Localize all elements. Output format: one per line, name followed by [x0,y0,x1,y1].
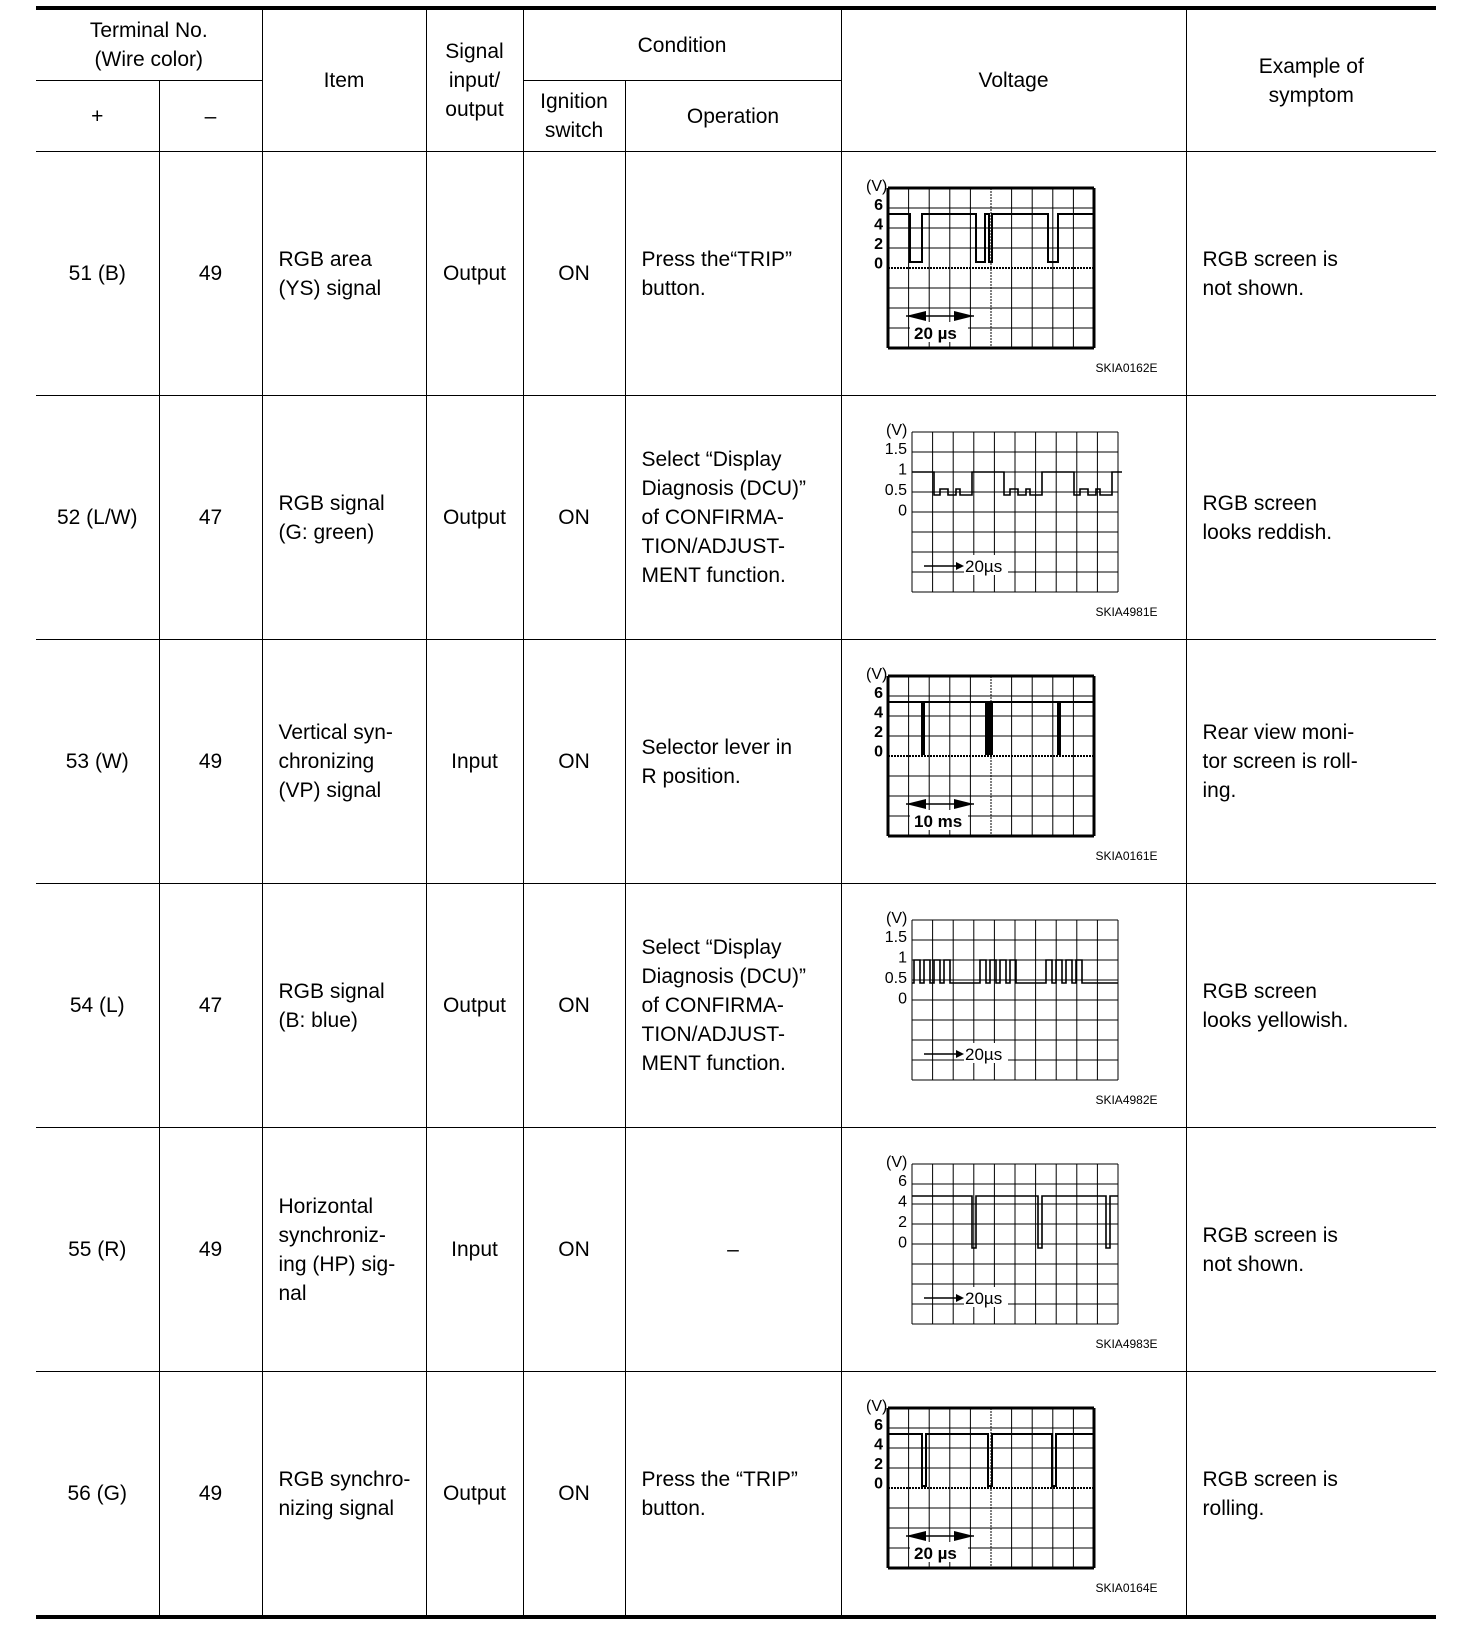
item-cell [262,640,426,884]
y-tick-label: 6 [873,685,883,702]
terminal-plus-cell: 55 (R) [36,1128,159,1372]
text-line: rolling. [1202,1496,1265,1520]
time-scale-label: 20 µs [913,1544,957,1563]
figure-id: SKIA4981E [1095,605,1158,619]
terminal-plus-cell: 53 (W) [36,640,159,884]
operation-cell [625,1128,841,1372]
terminal-minus-cell: 47 [159,396,262,640]
text-line: nal [278,1281,307,1305]
symptom-header: Example of symptom [1186,8,1436,152]
y-tick-label: 0 [873,255,883,273]
y-tick-label: 0 [897,502,907,520]
item-header: Item [262,8,426,152]
text-line: Rear view moni- [1202,721,1355,744]
terminal-plus-cell: 56 (G) [36,1372,159,1618]
text-line: R position. [641,764,741,788]
symptom-cell [1186,1128,1436,1372]
axis-unit-label: (V) [865,178,887,195]
text-line: chronizing [278,750,375,773]
text-line: RGB screen [1202,979,1317,1003]
symptom-cell [1186,396,1436,640]
axis-unit-label: (V) [885,1154,907,1171]
text-line: RGB screen is [1202,247,1338,271]
voltage-cell [841,884,1186,1128]
minus-header: – [159,81,262,152]
axis-unit-label: (V) [885,422,907,439]
ignition-cell: ON [523,1372,625,1618]
table-row [36,1372,1436,1618]
y-tick-label: 4 [873,1436,883,1454]
text-line: RGB screen is [1202,1467,1338,1491]
text-line: not shown. [1202,1252,1305,1276]
oscilloscope-waveform [852,172,1172,362]
voltage-cell [841,152,1186,396]
text-line: MENT function. [641,1052,786,1075]
scope-grid [912,920,1118,1080]
axis-unit-label: (V) [865,666,887,683]
axis-unit-label: (V) [885,910,907,927]
scope-grid [912,432,1118,592]
text-line: RGB screen [1202,491,1317,515]
text-line: Select “Display [641,448,782,471]
text-line: (VP) signal [278,779,382,802]
item-cell [262,884,426,1128]
y-tick-label: 4 [873,216,883,234]
text-line: RGB area [278,247,372,271]
signal-io-cell: Output [426,1372,523,1618]
voltage-header: Voltage [841,8,1186,152]
y-tick-label: 6 [873,197,883,214]
operation-cell [625,152,841,396]
signal-io-cell: Input [426,1128,523,1372]
text-line: Selector lever in [641,735,793,759]
oscilloscope-waveform [852,416,1172,606]
text-line: ing (HP) sig- [278,1252,396,1276]
terminal-minus-cell: 49 [159,640,262,884]
ignition-cell: ON [523,640,625,884]
arrow-head [956,562,964,570]
y-tick-label: 4 [873,704,883,722]
signal-trace [888,214,1094,262]
arrow-head [956,1050,964,1058]
y-tick-label: 6 [873,1417,883,1434]
table-row [36,152,1436,396]
text-line: Press the “TRIP” [641,1467,798,1491]
y-tick-label: 2 [873,236,883,253]
y-tick-label: 1.5 [884,441,907,458]
operation-cell [625,884,841,1128]
symptom-cell [1186,884,1436,1128]
symptom-cell [1186,1372,1436,1618]
time-scale-label: 20µs [964,557,1002,576]
condition-header: Condition [523,8,841,81]
figure-id: SKIA4982E [1095,1093,1158,1107]
text-line: synchroniz- [278,1223,386,1247]
arrow-head [954,1531,974,1541]
signal-io-cell: Input [426,640,523,884]
figure-id: SKIA4983E [1095,1337,1158,1351]
y-tick-label: 1 [897,461,907,479]
y-tick-label: 0.5 [884,970,907,987]
terminal-minus-cell: 49 [159,1128,262,1372]
y-tick-label: 2 [873,724,883,741]
text-line: RGB screen is [1202,1223,1338,1247]
voltage-cell [841,1372,1186,1618]
y-tick-label: 2 [873,1456,883,1473]
text-line: – [727,1238,739,1261]
text-line: Press the“TRIP” [641,247,793,271]
figure-id: SKIA0164E [1095,1581,1158,1595]
signal-trace [888,702,1094,754]
table-row [36,1128,1436,1372]
text-line: Vertical syn- [278,721,393,744]
y-tick-label: 0 [897,990,907,1008]
text-line: of CONFIRMA- [641,506,784,529]
ignition-cell: ON [523,396,625,640]
item-cell [262,396,426,640]
text-line: (G: green) [278,520,375,544]
text-line: RGB signal [278,491,385,515]
figure-id: SKIA0161E [1095,849,1158,863]
y-tick-label: 6 [897,1173,907,1190]
time-scale-label: 20µs [964,1045,1002,1064]
signal-trace [888,1434,1094,1486]
ignition-cell: ON [523,152,625,396]
text-line: tor screen is roll- [1202,750,1358,773]
text-line: (YS) signal [278,276,382,300]
y-tick-label: 4 [897,1193,907,1211]
item-cell [262,1372,426,1618]
axis-unit-label: (V) [865,1398,887,1415]
oscilloscope-waveform [852,1148,1172,1338]
oscilloscope-waveform [852,660,1172,850]
oscilloscope-waveform [852,904,1172,1094]
text-line: TION/ADJUST- [641,1023,786,1046]
terminal-plus-cell: 52 (L/W) [36,396,159,640]
text-line: looks yellowish. [1202,1008,1349,1032]
text-line: Diagnosis (DCU)” [641,477,807,500]
ignition-cell: ON [523,884,625,1128]
plus-header: + [36,81,159,152]
text-line: Diagnosis (DCU)” [641,965,807,988]
text-line: nizing signal [278,1496,395,1520]
text-line: TION/ADJUST- [641,535,786,558]
text-line: not shown. [1202,276,1305,300]
y-tick-label: 0 [873,1475,883,1493]
operation-cell [625,396,841,640]
y-tick-label: 0 [897,1234,907,1252]
table-row [36,884,1436,1128]
ignition-cell: ON [523,1128,625,1372]
operation-header: Operation [625,81,841,152]
y-tick-label: 1 [897,949,907,967]
text-line: Horizontal [278,1194,374,1218]
operation-cell [625,1372,841,1618]
terminal-minus-cell: 49 [159,152,262,396]
time-scale-label: 10 ms [913,812,962,831]
text-line: looks reddish. [1202,520,1333,544]
item-cell [262,1128,426,1372]
symptom-cell [1186,152,1436,396]
figure-id: SKIA0162E [1095,361,1158,375]
voltage-cell [841,396,1186,640]
item-cell [262,152,426,396]
y-tick-label: 2 [897,1214,907,1231]
text-line: of CONFIRMA- [641,994,784,1017]
text-line: (B: blue) [278,1008,358,1032]
oscilloscope-waveform [852,1392,1172,1582]
y-tick-label: 1.5 [884,929,907,946]
text-line: Select “Display [641,936,782,959]
signal-io-header: Signal input/ output [426,8,523,152]
signal-io-cell: Output [426,884,523,1128]
time-scale-label: 20µs [964,1289,1002,1308]
time-scale-label: 20 µs [913,324,957,343]
signal-io-cell: Output [426,396,523,640]
text-line: button. [641,1496,706,1520]
text-line: button. [641,276,706,300]
terminal-spec-table [36,6,1436,1619]
operation-cell [625,640,841,884]
y-tick-label: 0.5 [884,482,907,499]
arrow-head [954,311,974,321]
signal-io-cell: Output [426,152,523,396]
voltage-cell [841,1128,1186,1372]
terminal-no-header: Terminal No. (Wire color) [36,8,262,81]
terminal-plus-cell: 54 (L) [36,884,159,1128]
table-row [36,640,1436,884]
voltage-cell [841,640,1186,884]
text-line: MENT function. [641,564,786,587]
symptom-cell [1186,640,1436,884]
text-line: RGB signal [278,979,385,1003]
table-row [36,396,1436,640]
ignition-switch-header: Ignition switch [523,81,625,152]
terminal-minus-cell: 49 [159,1372,262,1618]
scope-grid [912,1164,1118,1324]
arrow-head [956,1294,964,1302]
terminal-minus-cell: 47 [159,884,262,1128]
arrow-head [954,799,974,809]
text-line: ing. [1202,779,1237,802]
text-line: RGB synchro- [278,1467,411,1491]
terminal-plus-cell: 51 (B) [36,152,159,396]
y-tick-label: 0 [873,743,883,761]
